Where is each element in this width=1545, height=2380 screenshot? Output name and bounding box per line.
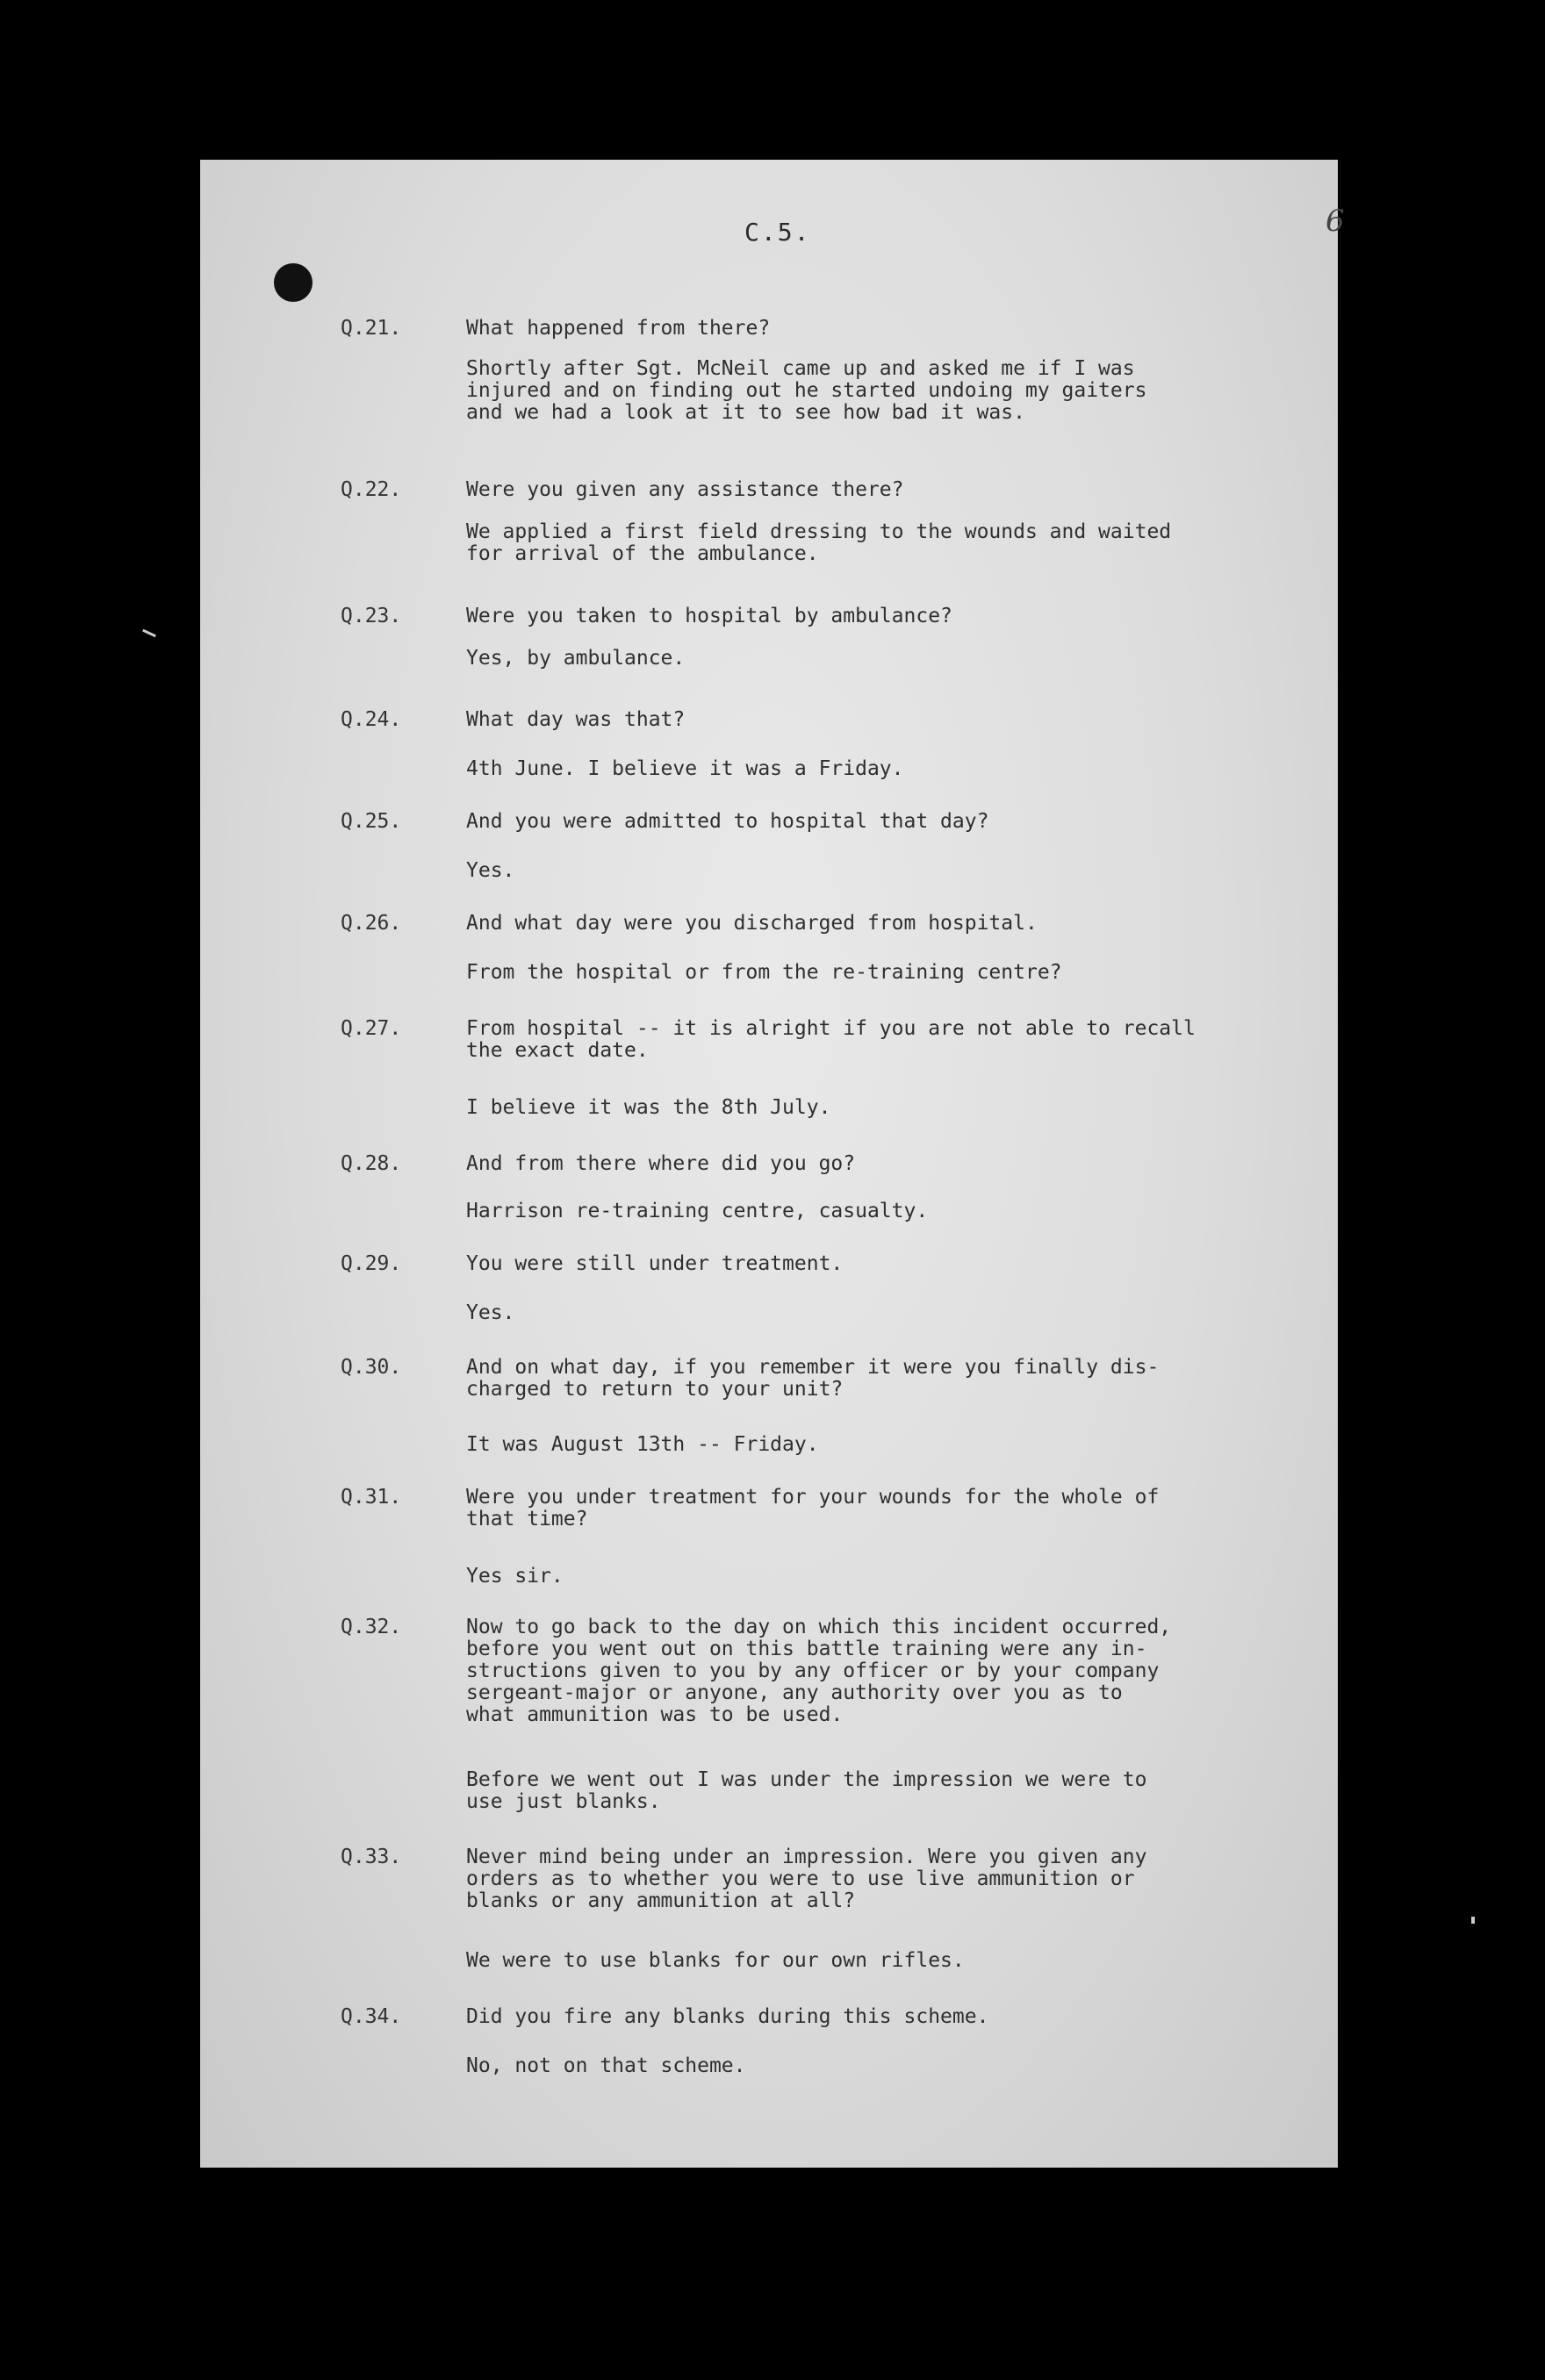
answer-text: Harrison re-training centre, casualty.	[466, 1200, 929, 1222]
handwritten-page-mark: 6	[1326, 204, 1345, 239]
page-number: C.5.	[744, 218, 811, 247]
question-number: Q.24.	[341, 708, 402, 731]
question-text: And on what day, if you remember it were you finally dis- charged to return to your unit?	[466, 1356, 1160, 1401]
answer-text: I believe it was the 8th July.	[466, 1096, 831, 1119]
answer-text: 4th June. I believe it was a Friday.	[466, 757, 904, 780]
question-number: Q.30.	[341, 1356, 402, 1379]
question-number: Q.25.	[341, 810, 402, 833]
answer-text: Shortly after Sgt. McNeil came up and asked me if I was injured and on finding out he started undoing my gaiters and we had a look at it to see how bad it was.	[466, 357, 1147, 424]
question-text: Were you taken to hospital by ambulance?	[466, 605, 952, 627]
answer-text: Before we went out I was under the impression we were to use just blanks.	[466, 1768, 1147, 1813]
question-number: Q.28.	[341, 1152, 402, 1175]
punch-hole	[274, 263, 313, 302]
document-page	[200, 160, 1345, 2168]
question-number: Q.32.	[341, 1616, 402, 1638]
question-text: You were still under treatment.	[466, 1252, 844, 1275]
question-text: And from there where did you go?	[466, 1152, 856, 1175]
question-text: What happened from there?	[466, 317, 771, 340]
question-text: Were you under treatment for your wounds for the whole of that time?	[466, 1486, 1160, 1531]
question-text: And you were admitted to hospital that day?	[466, 810, 989, 833]
question-text: What day was that?	[466, 708, 686, 731]
question-number: Q.22.	[341, 478, 402, 501]
scan-artifact	[142, 629, 156, 637]
question-number: Q.29.	[341, 1252, 402, 1275]
question-number: Q.23.	[341, 605, 402, 627]
question-text: Never mind being under an impression. Were you given any orders as to whether you were to use live ammunition or blanks or any ammunition at all?	[466, 1846, 1147, 1912]
question-text: Now to go back to the day on which this incident occurred, before you went out on this battle training were any in- structions given to you by any officer or by your company sergeant-major or anyone, any authority over you as to what ammunition was to be used.	[466, 1616, 1172, 1726]
question-text: From hospital -- it is alright if you are not able to recall the exact date.	[466, 1017, 1196, 1062]
answer-text: It was August 13th -- Friday.	[466, 1433, 819, 1456]
question-number: Q.21.	[341, 317, 402, 340]
question-number: Q.31.	[341, 1486, 402, 1509]
answer-text: Yes.	[466, 1301, 515, 1324]
answer-text: No, not on that scheme.	[466, 2054, 746, 2077]
question-text: Were you given any assistance there?	[466, 478, 904, 501]
question-number: Q.34.	[341, 2005, 402, 2028]
question-text: Did you fire any blanks during this scheme.	[466, 2005, 989, 2028]
answer-text: Yes sir.	[466, 1565, 564, 1588]
question-text: And what day were you discharged from hospital.	[466, 912, 1038, 935]
answer-text: We were to use blanks for our own rifles.	[466, 1949, 965, 1972]
scan-artifact	[1471, 1917, 1475, 1924]
answer-text: From the hospital or from the re-training centre?	[466, 961, 1062, 984]
question-number: Q.27.	[341, 1017, 402, 1040]
question-number: Q.26.	[341, 912, 402, 935]
question-number: Q.33.	[341, 1846, 402, 1868]
answer-text: Yes.	[466, 859, 515, 882]
answer-text: We applied a first field dressing to the wounds and waited for arrival of the ambulance.	[466, 520, 1172, 565]
answer-text: Yes, by ambulance.	[466, 647, 686, 670]
